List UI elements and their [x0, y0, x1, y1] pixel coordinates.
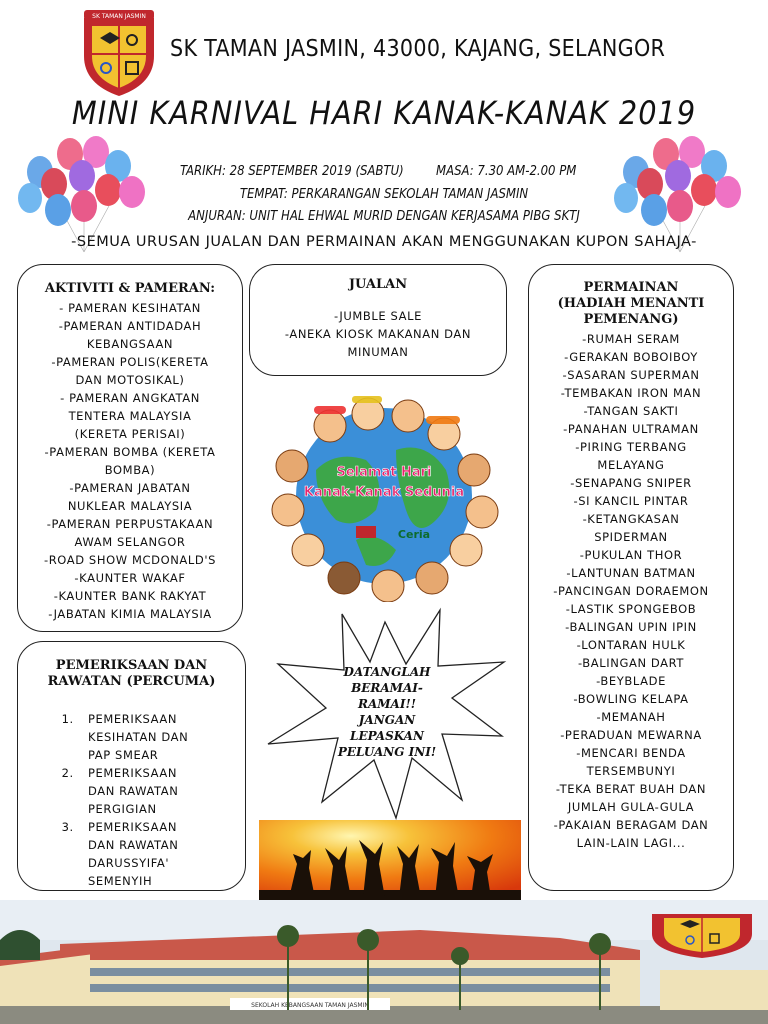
health-title-line: PEMERIKSAAN DAN: [55, 658, 208, 673]
coupon-notice: -SEMUA URUSAN JUALAN DAN PERMAINAN AKAN MENGGUNAKAN KUPON SAHAJA-: [71, 234, 697, 250]
game-item: -PUKULAN THOR: [579, 548, 683, 562]
health-item: 2. PEMERIKSAAN DAN RAWATAN PERGIGIAN: [78, 764, 198, 818]
event-time: MASA: 7.30 AM-2.00 PM: [436, 164, 577, 179]
game-item: MELAYANG: [597, 458, 665, 472]
globe-children-illustration: [256, 390, 512, 602]
game-item: -PANCINGAN DORAEMON: [553, 584, 709, 598]
activity-item: -PAMERAN BOMBA (KERETA: [44, 445, 216, 459]
sales-item: -JUMBLE SALE: [334, 309, 422, 323]
games-title-line: PERMAINAN: [583, 280, 679, 295]
starburst-text: [312, 664, 462, 760]
starburst-line: BERAMAI-: [351, 681, 423, 695]
game-item: -TEMBAKAN IRON MAN: [560, 386, 702, 400]
game-item: -BALINGAN DART: [577, 656, 685, 670]
game-item: -BOWLING KELAPA: [573, 692, 689, 706]
health-title-line: RAWATAN (PERCUMA): [47, 674, 216, 689]
game-item: -BEYBLADE: [596, 674, 666, 688]
school-header: SK TAMAN JASMIN, 43000, KAJANG, SELANGOR: [170, 36, 666, 62]
building-sign: SEKOLAH KEBANGSAAN TAMAN JASMIN: [251, 1002, 369, 1009]
starburst-line: LEPASKAN: [350, 729, 424, 743]
crest-label: SK TAMAN JASMIN: [92, 13, 146, 20]
school-crest-small: [650, 906, 754, 958]
health-title: [18, 658, 245, 690]
game-item: -KETANGKASAN: [582, 512, 680, 526]
game-item: -SI KANCIL PINTAR: [573, 494, 689, 508]
event-organiser: ANJURAN: UNIT HAL EHWAL MURID DENGAN KERJASAMA PIBG SKTJ: [188, 209, 580, 224]
game-item: -GERAKAN BOBOIBOY: [564, 350, 698, 364]
globe-logo-text: Ceria: [397, 528, 431, 541]
game-item: -PAKAIAN BERAGAM DAN: [553, 818, 709, 832]
activity-item: AWAM SELANGOR: [74, 535, 186, 549]
activity-item: -JABATAN KIMIA MALAYSIA: [48, 607, 212, 621]
game-item: -TEKA BERAT BUAH DAN: [555, 782, 707, 796]
starburst-callout: [256, 604, 514, 822]
activity-item: TENTERA MALAYSIA: [68, 409, 192, 423]
games-title-line: (HADIAH MENANTI: [557, 296, 705, 311]
activity-item: - PAMERAN ANGKATAN: [60, 391, 200, 405]
sunset-silhouette-image: [259, 820, 521, 900]
starburst-line: DATANGLAH: [343, 665, 431, 679]
game-item: -LANTUNAN BATMAN: [566, 566, 696, 580]
activity-item: KEBANGSAAN: [86, 337, 174, 351]
game-item: -SASARAN SUPERMAN: [562, 368, 700, 382]
activity-item: -PAMERAN JABATAN: [69, 481, 191, 495]
games-list: [529, 330, 733, 852]
activity-item: BOMBA): [104, 463, 156, 477]
event-date: TARIKH: 28 SEPTEMBER 2019 (SABTU): [180, 164, 404, 179]
activity-item: - PAMERAN KESIHATAN: [59, 301, 201, 315]
activity-item: -PAMERAN PERPUSTAKAAN: [46, 517, 214, 531]
activities-list: [18, 299, 242, 623]
health-item: 1. PEMERIKSAAN KESIHATAN DAN PAP SMEAR: [78, 710, 198, 764]
activity-item: -PAMERAN ANTIDADAH: [58, 319, 202, 333]
game-item: -TANGAN SAKTI: [583, 404, 679, 418]
activity-item: NUKLEAR MALAYSIA: [67, 499, 193, 513]
game-item: -MEMANAH: [596, 710, 666, 724]
activities-box: [17, 264, 243, 632]
game-item: -LONTARAN HULK: [576, 638, 686, 652]
game-item: -RUMAH SERAM: [582, 332, 680, 346]
activities-title: AKTIVITI & PAMERAN:: [44, 281, 216, 296]
event-venue: TEMPAT: PERKARANGAN SEKOLAH TAMAN JASMIN: [239, 187, 529, 202]
starburst-line: JANGAN: [358, 713, 416, 727]
sales-list: [250, 307, 506, 361]
activity-item: (KERETA PERISAI): [74, 427, 186, 441]
sales-title: JUALAN: [348, 277, 408, 292]
game-item: -LASTIK SPONGEBOB: [565, 602, 697, 616]
activity-item: -KAUNTER WAKAF: [74, 571, 186, 585]
activity-item: DAN MOTOSIKAL): [75, 373, 185, 387]
health-item: 3. PEMERIKSAAN DAN RAWATAN DARUSSYIFA' SEMENYIH: [78, 818, 198, 890]
games-title-line: PEMENANG): [583, 312, 679, 327]
game-item: -BALINGAN UPIN IPIN: [565, 620, 697, 634]
activity-item: -KAUNTER BANK RAKYAT: [53, 589, 207, 603]
sales-item: MINUMAN: [347, 345, 409, 359]
starburst-line: PELUANG INI!: [337, 745, 437, 759]
games-title: [529, 280, 733, 328]
health-list: [18, 710, 198, 890]
game-item: TERSEMBUNYI: [586, 764, 676, 778]
school-crest: [80, 8, 158, 98]
game-item: -PERADUAN MEWARNA: [560, 728, 702, 742]
game-item: -PANAHAN ULTRAMAN: [563, 422, 699, 436]
sales-item: -ANEKA KIOSK MAKANAN DAN: [284, 327, 472, 341]
game-item: -SENAPANG SNIPER: [570, 476, 692, 490]
games-box: [528, 264, 734, 891]
globe-greeting-2: Kanak-Kanak Sedunia: [303, 485, 465, 500]
game-item: -PIRING TERBANG: [575, 440, 687, 454]
activity-item: -ROAD SHOW MCDONALD'S: [43, 553, 217, 567]
globe-greeting-1: Selamat Hari: [336, 465, 432, 480]
game-item: SPIDERMAN: [594, 530, 668, 544]
starburst-line: RAMAI!!: [357, 697, 417, 711]
game-item: -MENCARI BENDA: [576, 746, 686, 760]
activity-item: -PAMERAN POLIS(KERETA: [51, 355, 209, 369]
game-item: LAIN-LAIN LAGI...: [576, 836, 686, 850]
health-box: [17, 641, 246, 891]
event-title: MINI KARNIVAL HARI KANAK-KANAK 2019: [71, 94, 697, 132]
game-item: JUMLAH GULA-GULA: [567, 800, 695, 814]
sales-box: [249, 264, 507, 376]
